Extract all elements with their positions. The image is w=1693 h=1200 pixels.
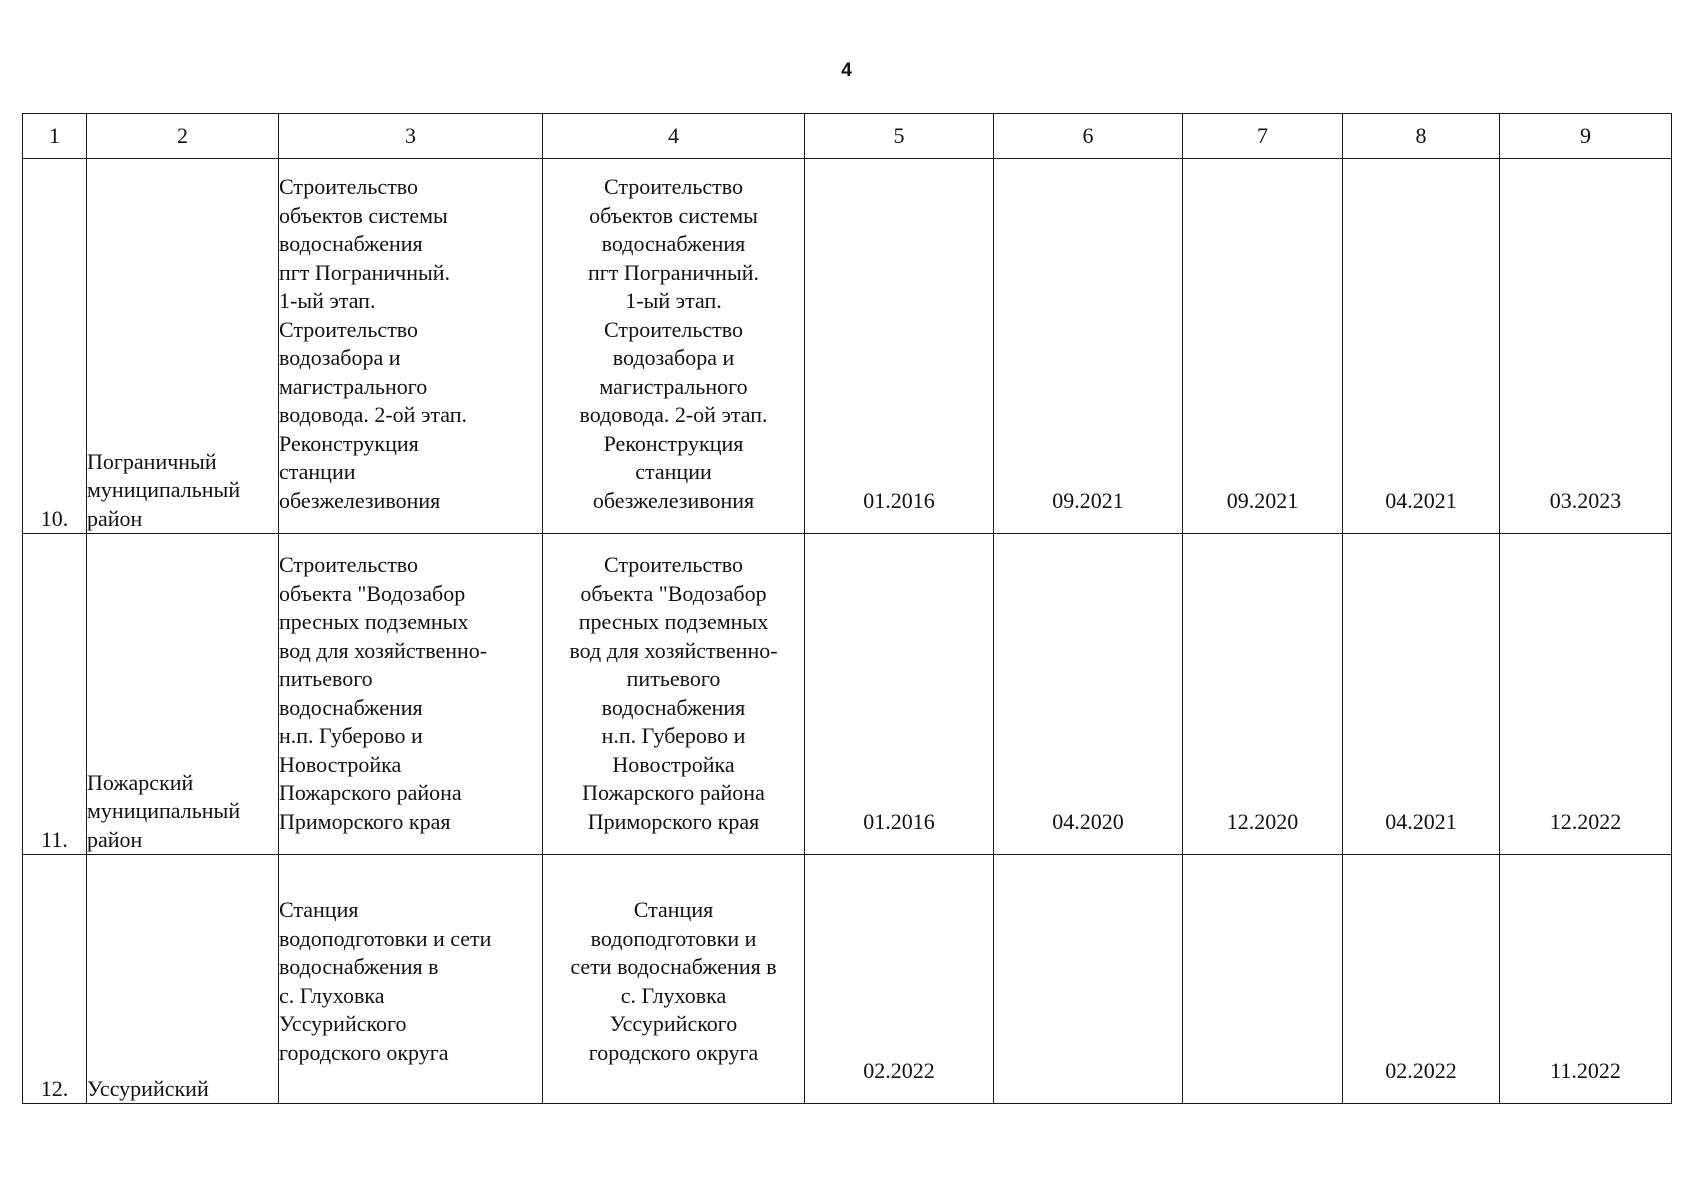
column-header-8: 8	[1343, 114, 1500, 159]
table-row	[23, 855, 1672, 1104]
object-description-centered-cell	[543, 159, 805, 534]
object-description: Строительство объектов системы водоснабжения пгт Пограничный. 1-ый этап. Строительство водозабора и магистрального водовода. 2-ой этап. Реконструкция станции обезжелезивония	[279, 174, 468, 513]
column-header-1: 1	[23, 114, 87, 159]
column-header-9: 9	[1500, 114, 1672, 159]
date-cell-col9	[1500, 534, 1672, 855]
date-cell-col9	[1500, 159, 1672, 534]
district-name: Пожарский муниципальный район	[87, 769, 241, 852]
date-cell-col7	[1183, 159, 1343, 534]
row-number-cell	[23, 159, 87, 534]
table-row	[23, 534, 1672, 855]
date-value: 09.2021	[1226, 487, 1299, 513]
date-value: 04.2021	[1385, 487, 1457, 513]
row-number: 11.	[41, 826, 68, 852]
row-number: 12.	[40, 1075, 69, 1101]
row-number-cell	[23, 534, 87, 855]
table-row	[23, 159, 1672, 534]
district-name: Уссурийский	[87, 1075, 209, 1101]
column-header-7: 7	[1183, 114, 1343, 159]
column-header-5: 5	[805, 114, 994, 159]
date-cell-col8	[1343, 534, 1500, 855]
row-number: 10.	[40, 505, 69, 531]
date-value: 02.2022	[1385, 1057, 1457, 1083]
object-description-centered: Станция водоподготовки и сети водоснабжения в с. Глуховка Уссурийского городского округа	[570, 897, 777, 1065]
object-description-cell	[279, 855, 543, 1104]
district-cell	[87, 534, 279, 855]
date-value: 04.2020	[1052, 808, 1124, 834]
column-header-3: 3	[279, 114, 543, 159]
date-value: 12.2020	[1226, 808, 1299, 834]
object-description-cell	[279, 534, 543, 855]
date-value: 12.2022	[1549, 808, 1622, 834]
date-cell-col9	[1500, 855, 1672, 1104]
district-cell	[87, 159, 279, 534]
object-description-centered-cell	[543, 534, 805, 855]
date-cell-col5	[805, 855, 994, 1104]
date-value	[994, 1085, 1182, 1103]
district-cell	[87, 855, 279, 1104]
column-header-4: 4	[543, 114, 805, 159]
date-value: 02.2022	[863, 1057, 935, 1083]
page-number: 4	[841, 60, 852, 81]
date-value: 01.2016	[863, 808, 935, 834]
date-value: 03.2023	[1549, 487, 1622, 513]
date-cell-col6	[994, 534, 1183, 855]
object-description-centered: Строительство объектов системы водоснабжения пгт Пограничный. 1-ый этап. Строительство водозабора и магистрального водовода. 2-ой этап. Реконструкция станции обезжелезивония	[579, 174, 768, 513]
column-header-2: 2	[87, 114, 279, 159]
date-cell-col6	[994, 159, 1183, 534]
date-value: 11.2022	[1550, 1057, 1621, 1083]
date-value	[1183, 1085, 1342, 1103]
date-cell-col5	[805, 159, 994, 534]
column-header-6: 6	[994, 114, 1183, 159]
table-header-row	[23, 114, 1672, 159]
date-cell-col6	[994, 855, 1183, 1104]
date-cell-col8	[1343, 159, 1500, 534]
object-description-centered: Строительство объекта "Водозабор пресных подземных вод для хозяйственно- питьевого водоснабжения н.п. Губерово и Новостройка Пожарского района Приморского края	[569, 552, 778, 834]
district-name: Пограничный муниципальный район	[87, 448, 241, 531]
date-cell-col7	[1183, 534, 1343, 855]
object-description: Строительство объекта "Водозабор пресных подземных вод для хозяйственно- питьевого водоснабжения н.п. Губерово и Новостройка Пожарского района Приморского края	[279, 552, 488, 834]
date-cell-col8	[1343, 855, 1500, 1104]
row-number-cell	[23, 855, 87, 1104]
object-description: Станция водоподготовки и сети водоснабжения в с. Глуховка Уссурийского городского округа	[279, 897, 492, 1065]
date-value: 04.2021	[1385, 808, 1457, 834]
object-description-centered-cell	[543, 855, 805, 1104]
date-cell-col5	[805, 534, 994, 855]
date-cell-col7	[1183, 855, 1343, 1104]
object-description-cell	[279, 159, 543, 534]
document-table	[22, 113, 1672, 1104]
date-value: 01.2016	[863, 487, 935, 513]
date-value: 09.2021	[1052, 487, 1124, 513]
